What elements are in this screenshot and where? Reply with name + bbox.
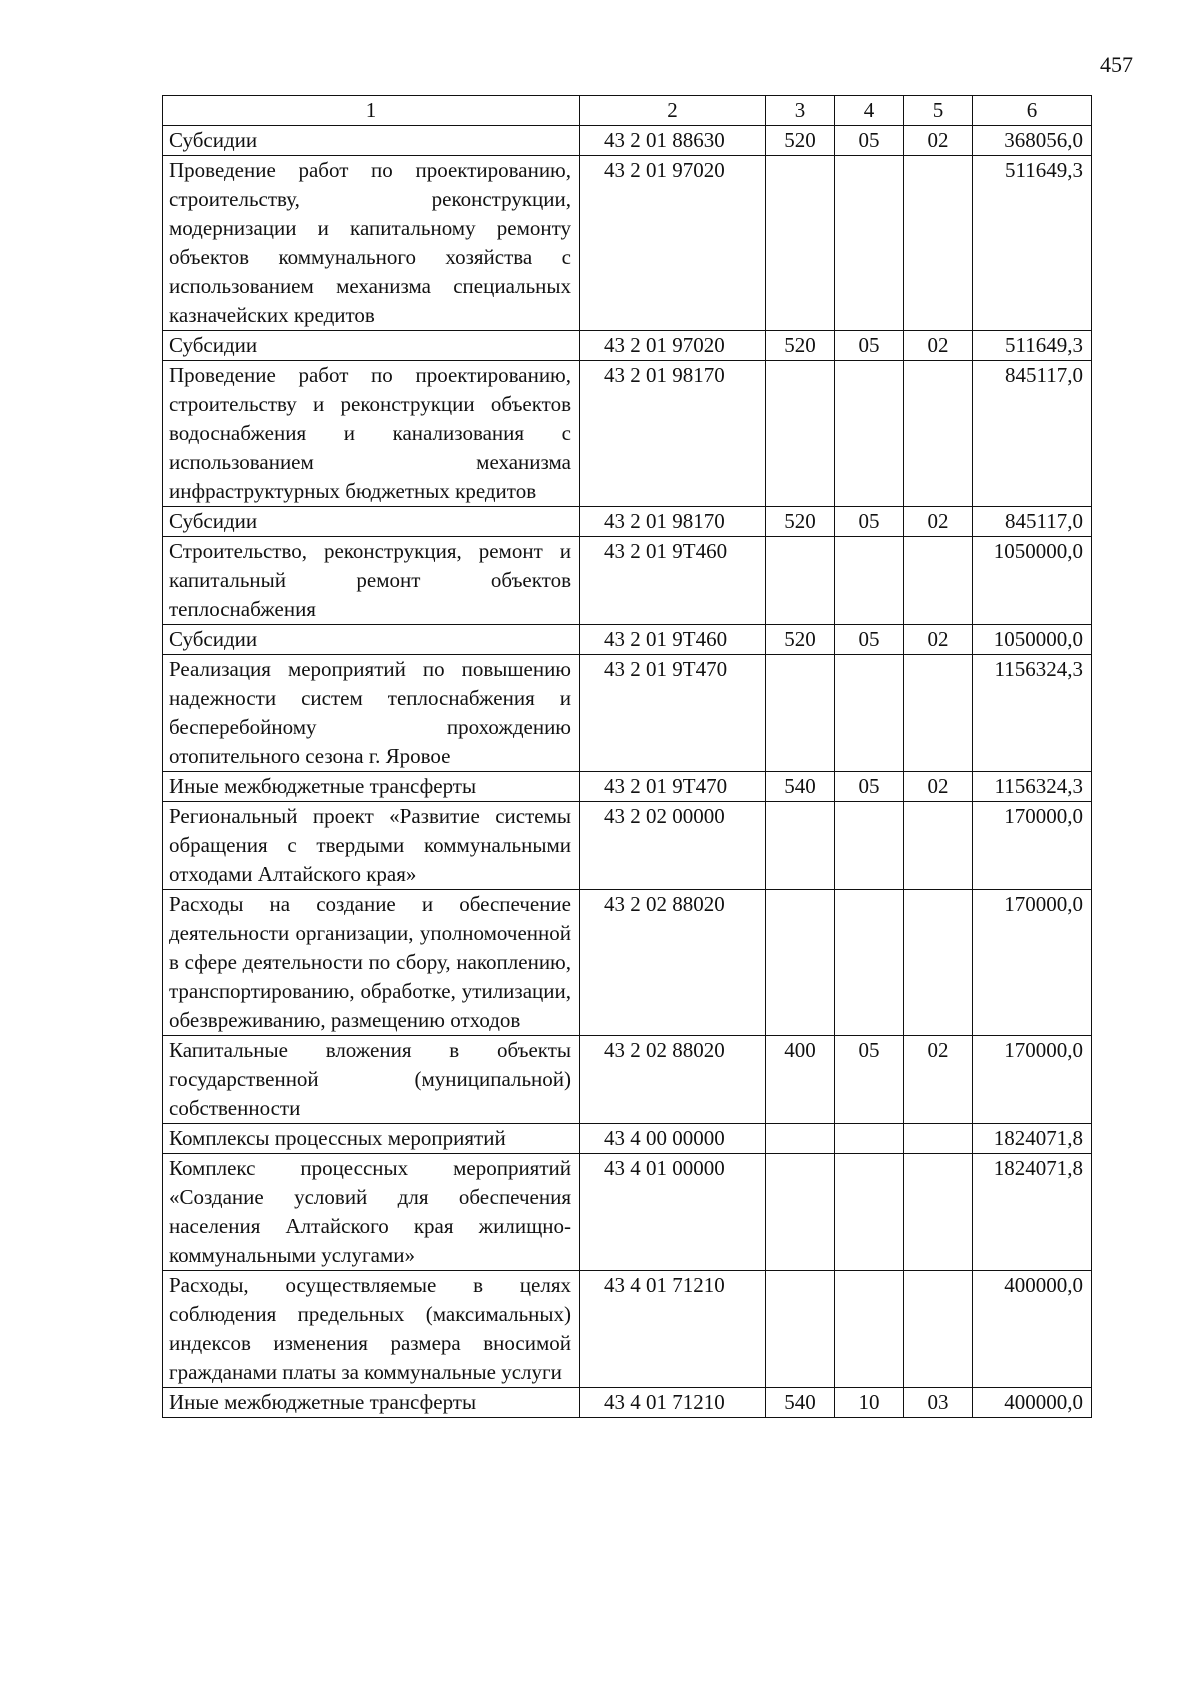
- amount-cell: 511649,3: [973, 331, 1092, 361]
- page-number: 457: [1100, 52, 1133, 77]
- amount-cell: 1156324,3: [973, 772, 1092, 802]
- subsection-cell: [904, 655, 973, 772]
- table-body: [163, 126, 1092, 1418]
- amount-cell: 845117,0: [973, 361, 1092, 507]
- section-cell: 10: [835, 1388, 904, 1418]
- section-cell: [835, 1124, 904, 1154]
- section-cell: [835, 655, 904, 772]
- amount-cell: 1156324,3: [973, 655, 1092, 772]
- target-article-cell: 43 4 01 71210: [580, 1388, 766, 1418]
- expense-name-cell: Субсидии: [163, 507, 580, 537]
- target-article-cell: 43 2 01 9Т470: [580, 772, 766, 802]
- subsection-cell: [904, 1271, 973, 1388]
- expense-type-cell: [766, 537, 835, 625]
- column-header: 4: [835, 96, 904, 126]
- subsection-cell: 02: [904, 507, 973, 537]
- table-row: [163, 1154, 1092, 1271]
- target-article-cell: 43 2 02 00000: [580, 802, 766, 890]
- target-article-cell: 43 2 01 97020: [580, 331, 766, 361]
- expense-type-cell: [766, 890, 835, 1036]
- section-cell: 05: [835, 507, 904, 537]
- subsection-cell: 03: [904, 1388, 973, 1418]
- expense-type-cell: [766, 655, 835, 772]
- subsection-cell: [904, 156, 973, 331]
- target-article-cell: 43 2 02 88020: [580, 890, 766, 1036]
- expense-name-cell: Субсидии: [163, 331, 580, 361]
- subsection-cell: 02: [904, 772, 973, 802]
- target-article-cell: 43 4 00 00000: [580, 1124, 766, 1154]
- table-header-row: [163, 96, 1092, 126]
- expense-type-cell: [766, 1271, 835, 1388]
- section-cell: 05: [835, 1036, 904, 1124]
- section-cell: [835, 890, 904, 1036]
- section-cell: [835, 1271, 904, 1388]
- table-row: [163, 507, 1092, 537]
- target-article-cell: 43 2 01 98170: [580, 361, 766, 507]
- column-header: 1: [163, 96, 580, 126]
- expense-name-cell: Комплексы процессных мероприятий: [163, 1124, 580, 1154]
- table-row: [163, 1036, 1092, 1124]
- amount-cell: 1824071,8: [973, 1154, 1092, 1271]
- expense-name-cell: Расходы, осуществляемые в целях соблюдения предельных (максимальных) индексов изменения размера вносимой гражданами платы за коммунальные услуги: [163, 1271, 580, 1388]
- subsection-cell: [904, 1124, 973, 1154]
- table-row: [163, 772, 1092, 802]
- subsection-cell: [904, 890, 973, 1036]
- expense-type-cell: [766, 802, 835, 890]
- table-row: [163, 361, 1092, 507]
- table-row: [163, 802, 1092, 890]
- table-row: [163, 1271, 1092, 1388]
- expense-name-cell: Расходы на создание и обеспечение деятельности организации, уполномоченной в сфере деятельности по сбору, накоплению, транспортированию, обработке, утилизации, обезвреживанию, размещению отходов: [163, 890, 580, 1036]
- expense-name-cell: Иные межбюджетные трансферты: [163, 772, 580, 802]
- section-cell: [835, 156, 904, 331]
- table-row: [163, 1124, 1092, 1154]
- target-article-cell: 43 2 01 9Т460: [580, 625, 766, 655]
- expense-type-cell: 540: [766, 1388, 835, 1418]
- expense-name-cell: Капитальные вложения в объекты государственной (муниципальной) собственности: [163, 1036, 580, 1124]
- subsection-cell: [904, 537, 973, 625]
- table-row: [163, 156, 1092, 331]
- expense-type-cell: 520: [766, 625, 835, 655]
- target-article-cell: 43 2 02 88020: [580, 1036, 766, 1124]
- table-row: [163, 331, 1092, 361]
- section-cell: 05: [835, 126, 904, 156]
- amount-cell: 1050000,0: [973, 625, 1092, 655]
- expense-type-cell: 400: [766, 1036, 835, 1124]
- section-cell: 05: [835, 772, 904, 802]
- target-article-cell: 43 2 01 97020: [580, 156, 766, 331]
- expense-name-cell: Строительство, реконструкция, ремонт и капитальный ремонт объектов теплоснабжения: [163, 537, 580, 625]
- expense-type-cell: [766, 156, 835, 331]
- section-cell: [835, 802, 904, 890]
- expense-name-cell: Проведение работ по проектированию, строительству и реконструкции объектов водоснабжения и канализования с использованием механизма инфраструктурных бюджетных кредитов: [163, 361, 580, 507]
- amount-cell: 170000,0: [973, 890, 1092, 1036]
- expense-type-cell: 540: [766, 772, 835, 802]
- expense-type-cell: 520: [766, 126, 835, 156]
- target-article-cell: 43 4 01 00000: [580, 1154, 766, 1271]
- section-cell: [835, 361, 904, 507]
- expense-name-cell: Комплекс процессных мероприятий «Создание условий для обеспечения населения Алтайского края жилищно-коммунальными услугами»: [163, 1154, 580, 1271]
- subsection-cell: [904, 802, 973, 890]
- expense-name-cell: Проведение работ по проектированию, строительству, реконструкции, модернизации и капитальному ремонту объектов коммунального хозяйства с использованием механизма специальных казначейских кредитов: [163, 156, 580, 331]
- subsection-cell: 02: [904, 1036, 973, 1124]
- expense-type-cell: 520: [766, 507, 835, 537]
- amount-cell: 170000,0: [973, 802, 1092, 890]
- subsection-cell: [904, 1154, 973, 1271]
- column-header: 6: [973, 96, 1092, 126]
- expense-type-cell: [766, 1154, 835, 1271]
- expense-type-cell: [766, 1124, 835, 1154]
- target-article-cell: 43 2 01 98170: [580, 507, 766, 537]
- section-cell: [835, 1154, 904, 1271]
- expense-name-cell: Субсидии: [163, 126, 580, 156]
- target-article-cell: 43 2 01 9Т460: [580, 537, 766, 625]
- subsection-cell: 02: [904, 126, 973, 156]
- budget-table: [162, 95, 1092, 1418]
- subsection-cell: 02: [904, 331, 973, 361]
- table-row: [163, 126, 1092, 156]
- table-row: [163, 1388, 1092, 1418]
- amount-cell: 845117,0: [973, 507, 1092, 537]
- subsection-cell: [904, 361, 973, 507]
- table-row: [163, 890, 1092, 1036]
- amount-cell: 170000,0: [973, 1036, 1092, 1124]
- expense-type-cell: 520: [766, 331, 835, 361]
- amount-cell: 400000,0: [973, 1388, 1092, 1418]
- section-cell: 05: [835, 625, 904, 655]
- expense-type-cell: [766, 361, 835, 507]
- amount-cell: 1824071,8: [973, 1124, 1092, 1154]
- column-header: 2: [580, 96, 766, 126]
- table-row: [163, 655, 1092, 772]
- section-cell: [835, 537, 904, 625]
- expense-name-cell: Субсидии: [163, 625, 580, 655]
- target-article-cell: 43 4 01 71210: [580, 1271, 766, 1388]
- table-row: [163, 625, 1092, 655]
- target-article-cell: 43 2 01 88630: [580, 126, 766, 156]
- amount-cell: 368056,0: [973, 126, 1092, 156]
- table-row: [163, 537, 1092, 625]
- column-header: 5: [904, 96, 973, 126]
- amount-cell: 400000,0: [973, 1271, 1092, 1388]
- subsection-cell: 02: [904, 625, 973, 655]
- column-header: 3: [766, 96, 835, 126]
- expense-name-cell: Иные межбюджетные трансферты: [163, 1388, 580, 1418]
- section-cell: 05: [835, 331, 904, 361]
- expense-name-cell: Реализация мероприятий по повышению надежности систем теплоснабжения и бесперебойному прохождению отопительного сезона г. Яровое: [163, 655, 580, 772]
- expense-name-cell: Региональный проект «Развитие системы обращения с твердыми коммунальными отходами Алтайского края»: [163, 802, 580, 890]
- amount-cell: 511649,3: [973, 156, 1092, 331]
- target-article-cell: 43 2 01 9Т470: [580, 655, 766, 772]
- amount-cell: 1050000,0: [973, 537, 1092, 625]
